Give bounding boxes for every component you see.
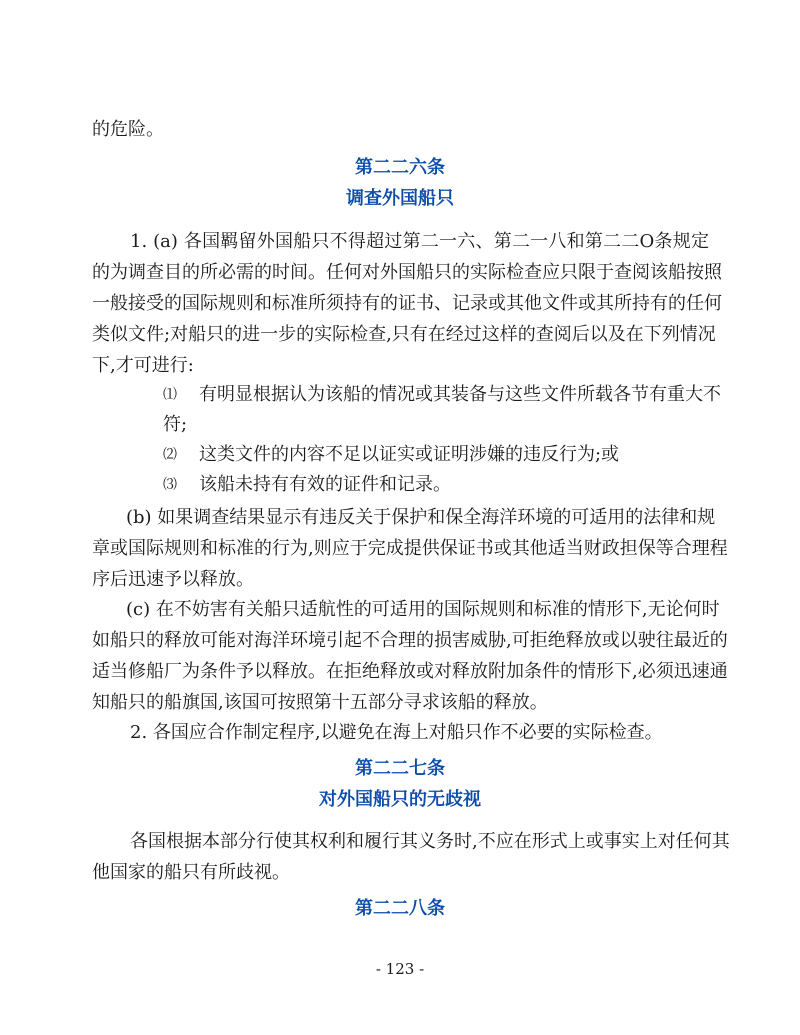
- continued-text: 的危险。: [92, 119, 164, 140]
- article-226-number: 第二二六条: [355, 157, 445, 178]
- article-227-title: 对外国船只的无歧视: [319, 789, 481, 810]
- subparagraph-c-line-1: (c) 在不妨害有关船只适航性的可适用的国际规则和标准的情形下,无论何时: [126, 599, 720, 620]
- article-226-title: 调查外国船只: [346, 188, 454, 209]
- subparagraph-c-line-4: 知船只的船旗国,该国可按照第十五部分寻求该船的释放。: [92, 692, 548, 713]
- subparagraph-b-line-3: 序后迅速予以释放。: [92, 569, 254, 590]
- paragraph-1-line-2: 的为调查目的所必需的时间。任何对外国船只的实际检查应只限于查阅该船按照: [92, 262, 722, 283]
- paragraph-1-line-1: 1. (a) 各国羁留外国船只不得超过第二一六、第二一八和第二二O条规定: [130, 231, 709, 252]
- item-3-number: ⑶: [163, 477, 177, 493]
- page-number: - 123 -: [375, 960, 425, 978]
- paragraph-1-line-3: 一般接受的国际规则和标准所须持有的证书、记录或其他文件或其所持有的任何: [92, 293, 722, 314]
- item-2-text: 这类文件的内容不足以证实或证明涉嫌的违反行为;或: [199, 444, 620, 465]
- article-228-number: 第二二八条: [355, 898, 445, 919]
- item-1-line-1: 有明显根据认为该船的情况或其装备与这些文件所载各节有重大不: [199, 384, 721, 405]
- item-3-text: 该船未持有有效的证件和记录。: [199, 474, 451, 495]
- subparagraph-c-line-3: 适当修船厂为条件予以释放。在拒绝释放或对释放附加条件的情形下,必须迅速通: [92, 661, 728, 682]
- item-1-number: ⑴: [163, 387, 177, 403]
- subparagraph-c-line-2: 如船只的释放可能对海洋环境引起不合理的损害威胁,可拒绝释放或以驶往最近的: [92, 630, 728, 651]
- article-227-line-2: 他国家的船只有所歧视。: [92, 862, 290, 883]
- item-1-line-2: 符;: [163, 414, 188, 435]
- subparagraph-b-line-1: (b) 如果调查结果显示有违反关于保护和保全海洋环境的可适用的法律和规: [126, 507, 716, 528]
- item-2-number: ⑵: [163, 447, 177, 463]
- paragraph-2: 2. 各国应合作制定程序,以避免在海上对船只作不必要的实际检查。: [130, 722, 663, 743]
- subparagraph-b-line-2: 章或国际规则和标准的行为,则应于完成提供保证书或其他适当财政担保等合理程: [92, 538, 728, 559]
- article-227-line-1: 各国根据本部分行使其权利和履行其义务时,不应在形式上或事实上对任何其: [130, 831, 730, 852]
- paragraph-1-line-5: 下,才可进行:: [92, 355, 194, 376]
- paragraph-1-line-4: 类似文件;对船只的进一步的实际检查,只有在经过这样的查阅后以及在下列情况: [92, 324, 716, 345]
- article-227-number: 第二二七条: [355, 758, 445, 779]
